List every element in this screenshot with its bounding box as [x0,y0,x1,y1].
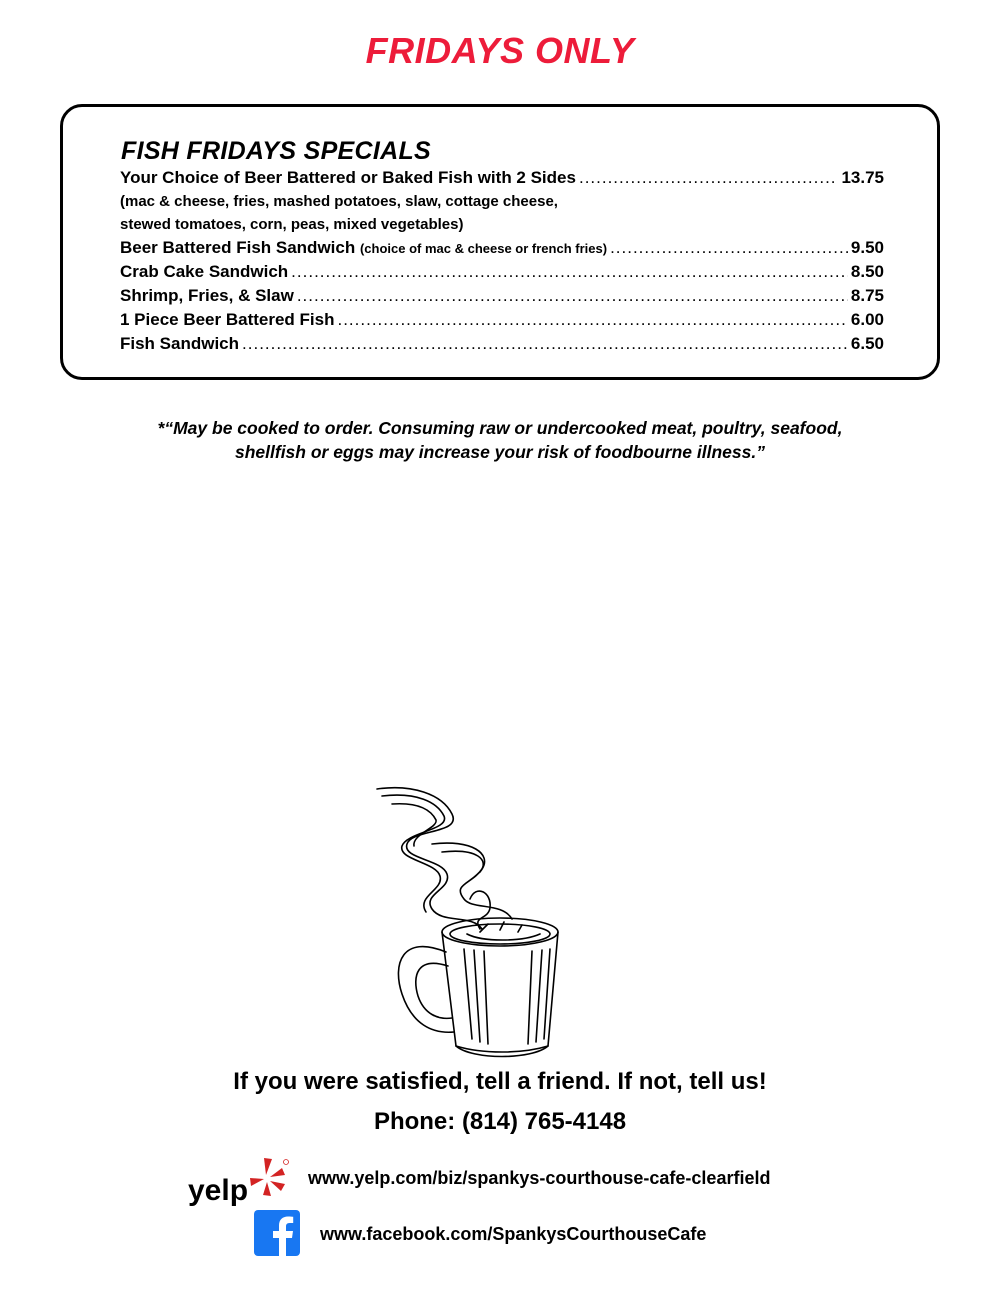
feedback-message: If you were satisfied, tell a friend. If not, tell us! [233,1068,767,1095]
menu-item-price: 13.75 [841,168,884,187]
menu-item [120,236,884,260]
page-title: FRIDAYS ONLY [365,30,635,71]
phone-label: Phone: [373,1108,456,1135]
menu-item-name: 1 Piece Beer Battered Fish [120,310,335,329]
coffee-mug-icon [372,784,582,1064]
menu-item [120,308,884,332]
menu-item-name: Crab Cake Sandwich [120,262,289,281]
menu-item-name: Beer Battered Fish Sandwich [120,238,356,257]
menu-item [120,260,884,284]
menu-item-name: Your Choice of Beer Battered or Baked Fish with 2 Sides [120,168,576,187]
menu-item [120,284,884,308]
facebook-link[interactable]: www.facebook.com/SpankysCourthouseCafe [320,1224,707,1244]
menu-item [120,332,884,356]
disclaimer-line: shellfish or eggs may increase your risk of foodbourne illness.” [234,442,765,462]
menu-item-sides: stewed tomatoes, corn, peas, mixed vegetables) [120,216,464,233]
menu-item-name: Shrimp, Fries, & Slaw [120,286,294,305]
leader-dots [610,236,848,260]
food-safety-disclaimer [60,416,940,464]
leader-dots [297,284,848,308]
menu-item-price: 6.50 [850,334,884,353]
menu-list [120,166,884,356]
leader-dots [291,260,848,284]
yelp-link[interactable]: www.yelp.com/biz/spankys-courthouse-cafe-clearfield [308,1168,771,1188]
yelp-logo-text: yelp [188,1174,249,1207]
phone-number[interactable]: (814) 765-4148 [461,1108,627,1135]
menu-item-price: 9.50 [850,238,884,257]
menu-item-price: 8.50 [850,262,884,281]
yelp-logo-icon[interactable] [186,1156,290,1208]
specials-box [60,104,940,380]
menu-item-price: 8.75 [850,286,884,305]
specials-heading: FISH FRIDAYS SPECIALS [121,137,432,165]
phone-line [0,1108,1000,1136]
leader-dots [242,332,848,356]
leader-dots [337,308,847,332]
disclaimer-line: *“May be cooked to order. Consuming raw or undercooked meat, poultry, seafood, [157,418,843,438]
menu-item-note: (choice of mac & cheese or french fries) [359,241,608,256]
menu-item-name: Fish Sandwich [120,334,240,353]
menu-item [120,166,884,190]
leader-dots [579,166,838,190]
facebook-icon[interactable] [254,1210,300,1256]
menu-item-price: 6.00 [850,310,884,329]
menu-item-sides: (mac & cheese, fries, mashed potatoes, slaw, cottage cheese, [120,193,558,210]
